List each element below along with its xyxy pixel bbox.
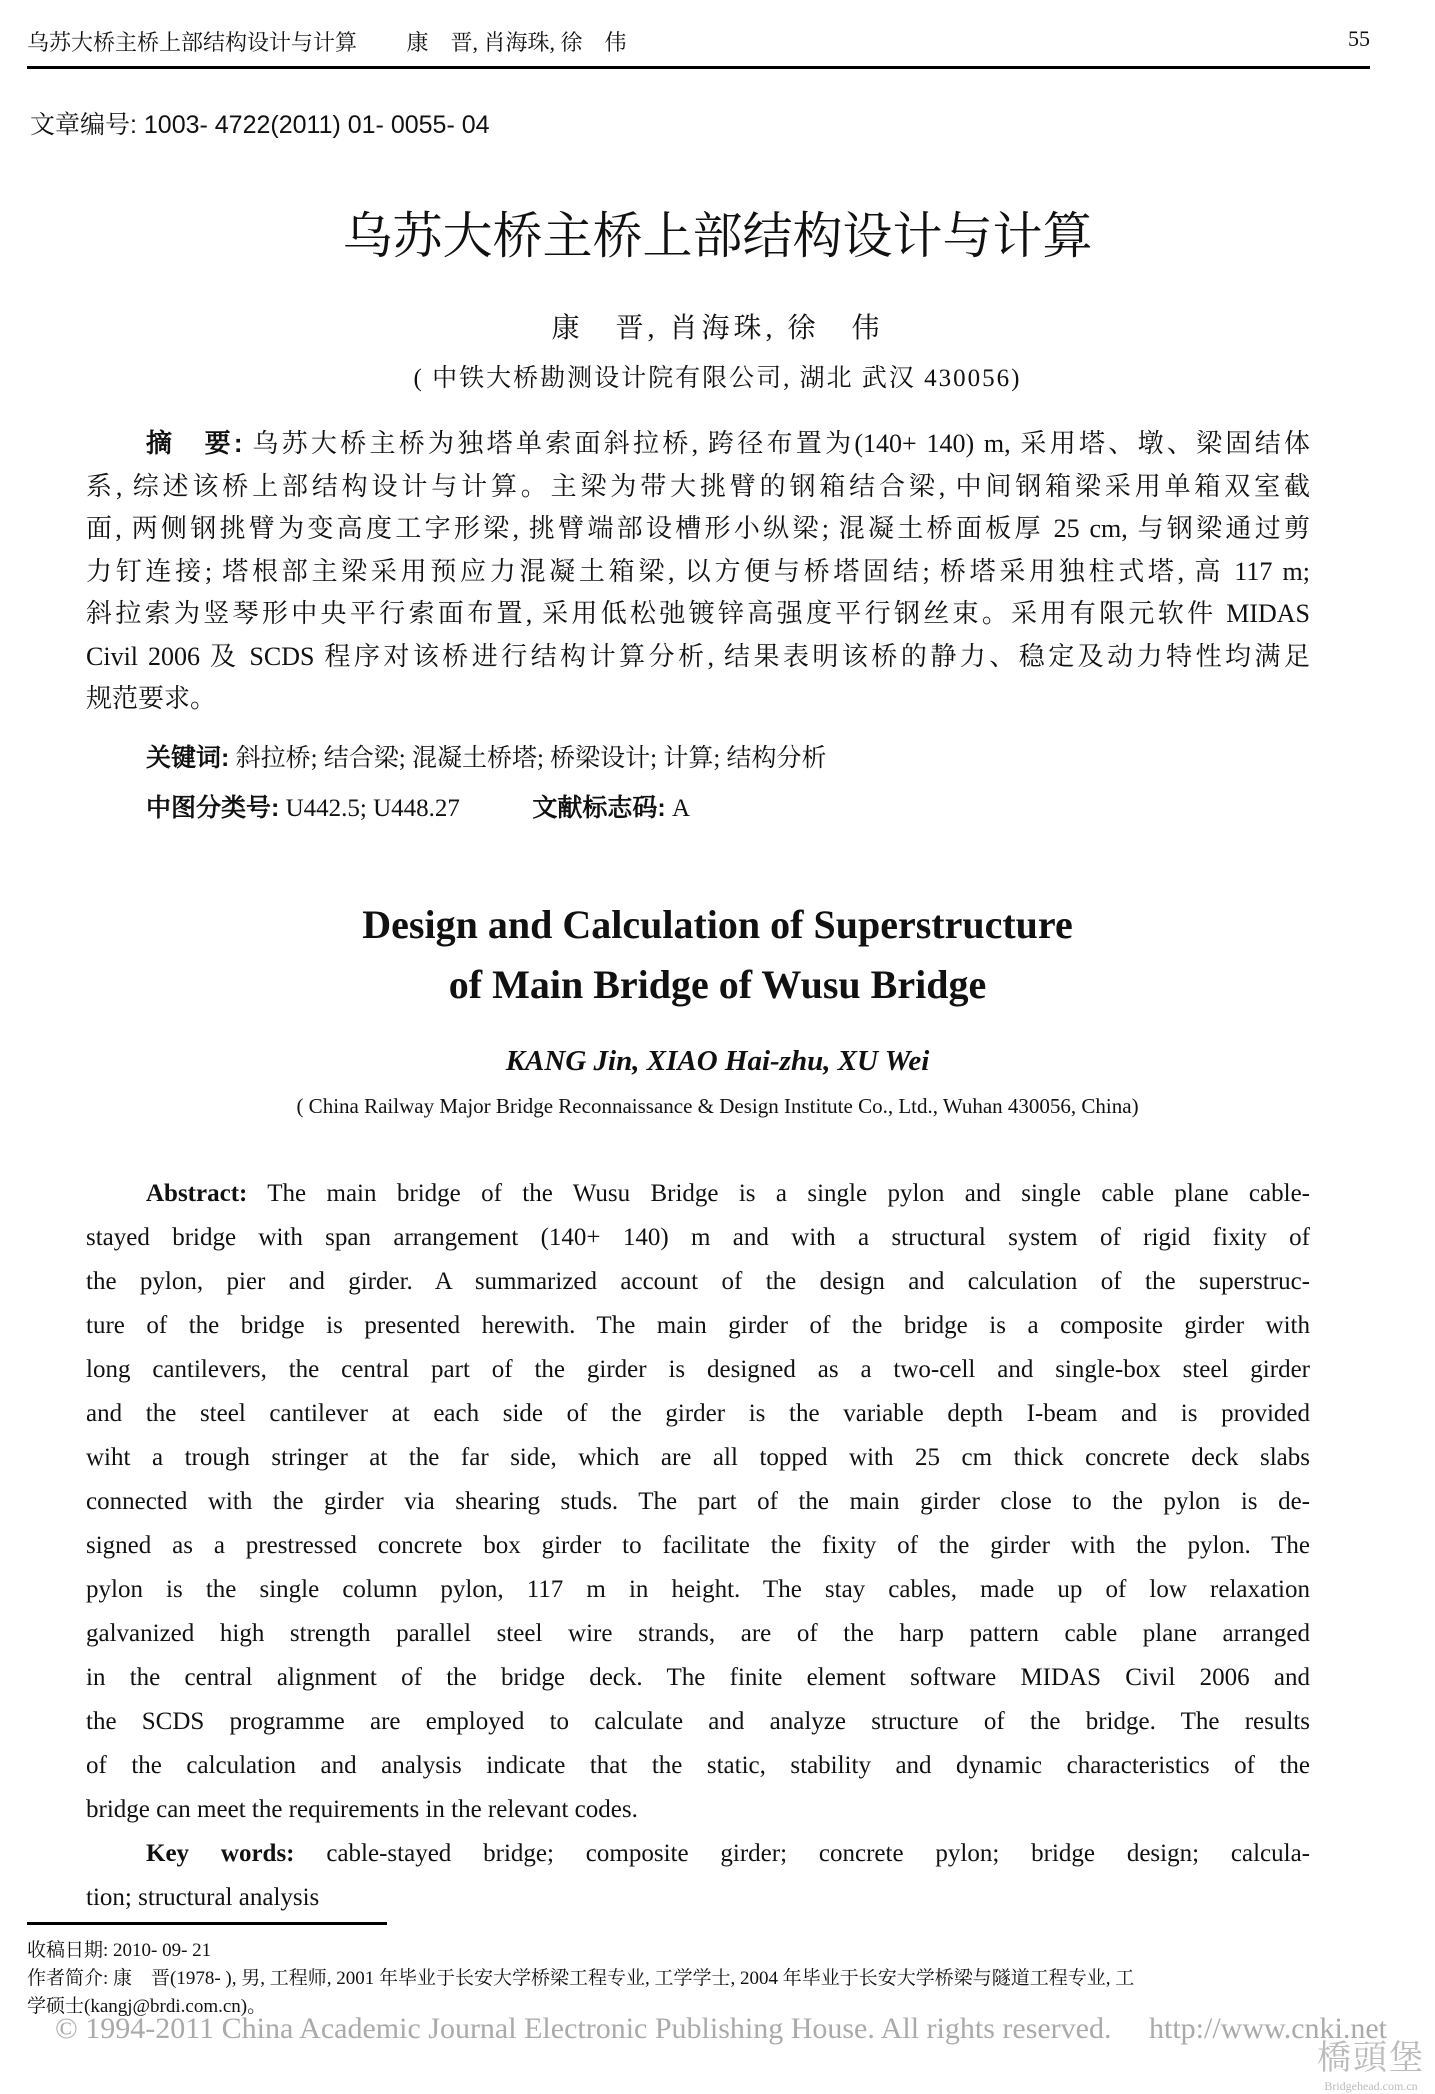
title-en-line: of Main Bridge of Wusu Bridge: [448, 962, 987, 1007]
footnote-rule: [27, 1922, 387, 1925]
authors-en: KANG Jin, XIAO Hai-zhu, XU Wei: [505, 1045, 930, 1077]
abstract-en-line: stayed bridge with span arrangement (140+ 140) m and with a structural system of rigid fixity of: [86, 1224, 1310, 1251]
author-bio-cont: 学硕士(kangj@brdi.com.cn)。: [27, 1996, 267, 2017]
keywords-en-line: Key words: cable-stayed bridge; composite girder; concrete pylon; bridge design; calcula-: [146, 1840, 1311, 1867]
authors-cn: 康 晋, 肖海珠, 徐 伟: [551, 313, 884, 344]
title-en: [0, 895, 1435, 1015]
page-number: 55: [1348, 26, 1370, 51]
abstract-en-line: connected with the girder via shearing studs. The part of the main girder close to the pylon is de-: [86, 1488, 1310, 1515]
abstract-en-line: wiht a trough stringer at the far side, which are all topped with 25 cm thick concrete deck slabs: [86, 1444, 1310, 1471]
keywords-cn: [146, 738, 827, 774]
abstract-en-line: long cantilevers, the central part of the girder is designed as a two-cell and single-box steel girder: [86, 1356, 1310, 1383]
abstract-en-line: pylon is the single column pylon, 117 m in height. The stay cables, made up of low relaxation: [86, 1576, 1310, 1603]
abstract-en-line: Abstract: The main bridge of the Wusu Bridge is a single pylon and single cable plane cable-: [146, 1180, 1310, 1207]
keywords-cn-text: 斜拉桥; 结合梁; 混凝土桥塔; 桥梁设计; 计算; 结构分析: [235, 745, 827, 772]
affiliation-en: ( China Railway Major Bridge Reconnaissance & Design Institute Co., Ltd., Wuhan 430056, China): [296, 1094, 1139, 1118]
abstract-en: [86, 1172, 1310, 1920]
abstract-en-line: galvanized high strength parallel steel wire strands, are of the harp pattern cable plane arranged: [86, 1620, 1310, 1647]
doc-code-label: 文献标志码:: [532, 794, 666, 822]
abstract-cn: [86, 422, 1310, 721]
header-rule: [27, 66, 1370, 69]
keywords-cn-label: 关键词:: [146, 744, 230, 772]
abstract-cn-line: 系, 综述该桥上部结构设计与计算。主梁为带大挑臂的钢箱结合梁, 中间钢箱梁采用单箱双室截: [86, 471, 1310, 501]
abstract-en-line: of the calculation and analysis indicate that the static, stability and dynamic characteristics of the: [86, 1752, 1310, 1779]
abstract-en-label: Abstract:: [146, 1180, 248, 1207]
classification-cn: [146, 788, 690, 824]
running-header: [27, 26, 1370, 57]
abstract-cn-line: 斜拉索为竖琴形中央平行索面布置, 采用低松弛镀锌高强度平行钢丝束。采用有限元软件 MIDAS: [86, 599, 1310, 628]
copyright-notice: © 1994-2011 China Academic Journal Electronic Publishing House. All rights reserved. http://www.cnki.net: [55, 2012, 1388, 2045]
abstract-en-line: ture of the bridge is presented herewith. The main girder of the bridge is a composite girder with: [86, 1312, 1310, 1339]
author-bio: 作者简介: 康 晋(1978- ), 男, 工程师, 2001 年毕业于长安大学桥梁工程专业, 工学学士, 2004 年毕业于长安大学桥梁与隧道工程专业, 工: [27, 1968, 1135, 1989]
title-cn: 乌苏大桥主桥上部结构设计与计算: [342, 208, 1093, 264]
running-title: 乌苏大桥主桥上部结构设计与计算 康 晋, 肖海珠, 徐 伟: [27, 30, 627, 55]
abstract-en-line: in the central alignment of the bridge deck. The finite element software MIDAS Civil 2006 and: [86, 1664, 1310, 1691]
clc-label: 中图分类号:: [146, 794, 280, 822]
abstract-en-line: the pylon, pier and girder. A summarized account of the design and calculation of the superstruc-: [86, 1268, 1310, 1295]
clc-value: U442.5; U448.27: [285, 795, 460, 822]
watermark-site: Bridgehead.com.cn: [1324, 2079, 1418, 2093]
bridgehead-watermark: [1317, 2030, 1425, 2094]
title-en-line: Design and Calculation of Superstructure: [362, 902, 1073, 947]
abstract-en-line: signed as a prestressed concrete box girder to facilitate the fixity of the girder with the pylon. The: [86, 1532, 1310, 1559]
keywords-en-line: tion; structural analysis: [86, 1884, 320, 1911]
abstract-en-line: and the steel cantilever at each side of the girder is the variable depth I-beam and is provided: [86, 1400, 1310, 1427]
abstract-cn-line: 面, 两侧钢挑臂为变高度工字形梁, 挑臂端部设槽形小纵梁; 混凝土桥面板厚 25 cm, 与钢梁通过剪: [86, 514, 1310, 543]
abstract-en-line: the SCDS programme are employed to calculate and analyze structure of the bridge. The results: [86, 1708, 1310, 1735]
abstract-cn-line: 摘 要: 乌苏大桥主桥为独塔单索面斜拉桥, 跨径布置为(140+ 140) m, 采用塔、墩、梁固结体: [146, 428, 1310, 458]
doc-code-value: A: [671, 795, 691, 822]
abstract-cn-line: 规范要求。: [86, 684, 217, 713]
affiliation-cn: ( 中铁大桥勘测设计院有限公司, 湖北 武汉 430056): [413, 365, 1022, 392]
keywords-en-label: Key words:: [146, 1840, 295, 1867]
watermark-logo: 橋頭堡: [1317, 2040, 1425, 2077]
abstract-cn-line: Civil 2006 及 SCDS 程序对该桥进行结构计算分析, 结果表明该桥的静力、稳定及动力特性均满足: [86, 641, 1310, 671]
received-date: 收稿日期: 2010- 09- 21: [27, 1940, 212, 1961]
abstract-en-line: bridge can meet the requirements in the relevant codes.: [86, 1796, 638, 1823]
abstract-cn-line: 力钉连接; 塔根部主梁采用预应力混凝土箱梁, 以方便与桥塔固结; 桥塔采用独柱式塔, 高 117 m;: [86, 556, 1310, 586]
article-number: 文章编号: 1003- 4722(2011) 01- 0055- 04: [30, 111, 490, 139]
abstract-cn-label: 摘 要:: [146, 428, 243, 458]
